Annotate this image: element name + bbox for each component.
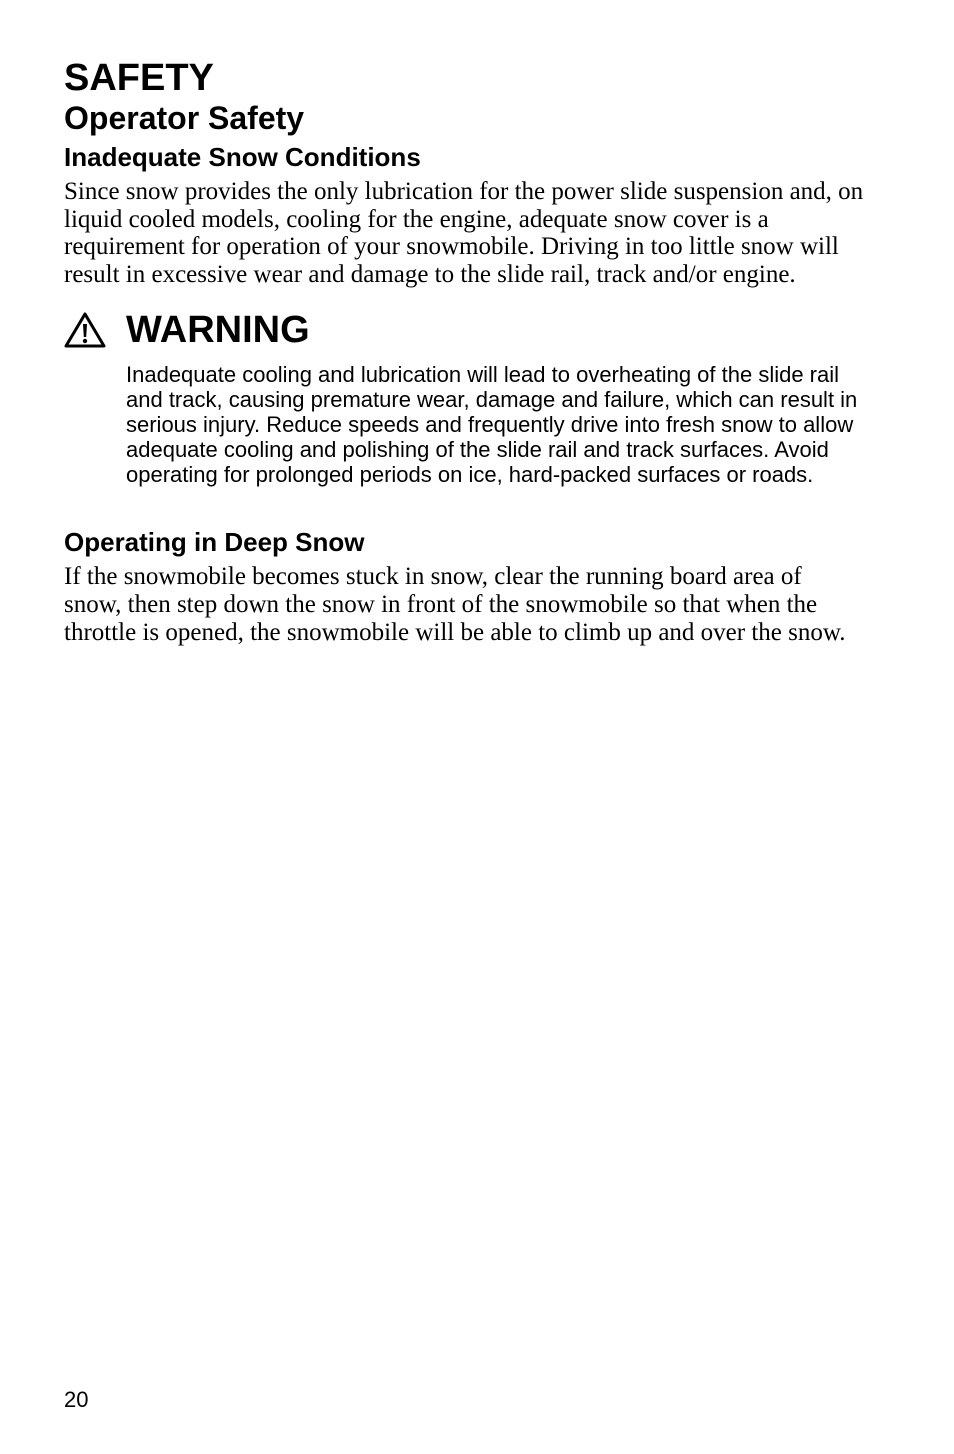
manual-page [64, 56, 864, 646]
warning-title: WARNING [126, 309, 310, 352]
deep-snow-heading: Operating in Deep Snow [64, 527, 365, 558]
section-title: SAFETY [64, 57, 214, 99]
subsection-title: Operator Safety [64, 100, 305, 136]
page-number: 20 [64, 1387, 89, 1412]
warning-callout [64, 306, 864, 487]
warning-text: Inadequate cooling and lubrication will lead to overheating of the slide rail and track, causing premature wear, damage and failure, which can result in serious injury. Reduce speeds and frequently drive into fresh snow to allow adequate cooling and polishing of the slide rail and track surfaces. Avoid operating for prolonged periods on ice, hard-packed surfaces or roads. [126, 362, 858, 488]
warning-header [64, 306, 864, 354]
deep-snow-paragraph: If the snowmobile becomes stuck in snow, clear the running board area of snow, then step down the snow in front of the snowmobile so that when the throttle is opened, the snowmobile will be able to climb up and over the snow. [64, 563, 846, 646]
inadequate-snow-paragraph: Since snow provides the only lubrication for the power slide suspension and, on liquid cooled models, cooling for the engine, adequate snow cover is a requirement for operation of your snowmobile. Driving in too little snow will result in excessive wear and damage to the slide rail, track and/or engine. [64, 178, 864, 288]
inadequate-snow-heading: Inadequate Snow Conditions [64, 142, 421, 172]
warning-triangle-icon [64, 312, 106, 348]
